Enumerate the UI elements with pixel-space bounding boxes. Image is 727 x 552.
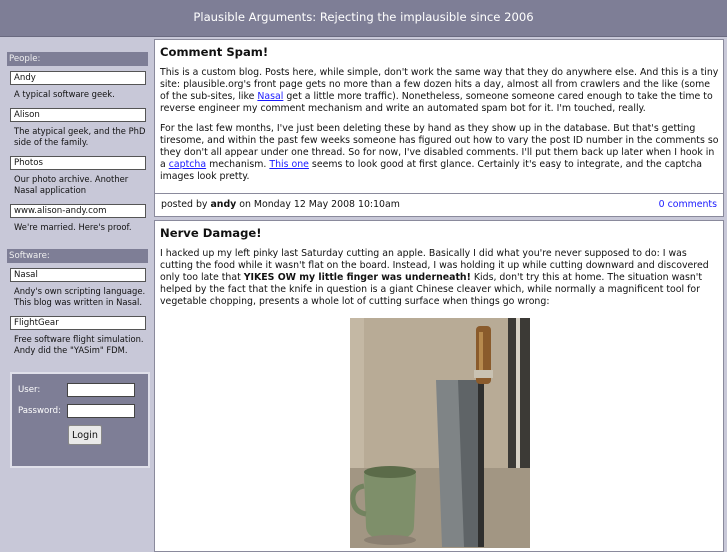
post-text: Kids, don't try this at home. The situation wasn't helped by the fact that the knife in question is a giant Chinese cleaver which, while normally a magnificent tool for vegetable chopping, presents a whole lot of cutting surface when things go wrong: bbox=[160, 272, 703, 307]
post-emphasis: YIKES OW my little finger was underneath! bbox=[243, 272, 471, 283]
comments-link[interactable]: 0 comments bbox=[658, 199, 717, 210]
sidebar-desc-alison-andy: We're married. Here's proof. bbox=[14, 222, 132, 232]
software-heading: Software: bbox=[7, 249, 148, 263]
site-title: Plausible Arguments: Rejecting the implausible since 2006 bbox=[193, 10, 534, 24]
sidebar-desc-flightgear: Free software flight simulation. Andy did the "YASim" FDM. bbox=[14, 334, 144, 355]
login-form bbox=[10, 372, 150, 468]
post-text: get a little more traffic). Nonetheless, someone someone cared enough to take the time to reverse engineer my comment mechanism and write an automated spam bot for it. I'm touched, really. bbox=[160, 91, 713, 114]
sidebar-link-alison[interactable]: Alison bbox=[10, 108, 146, 122]
post-text: mechanism. bbox=[206, 159, 270, 170]
sidebar-desc-nasal: Andy's own scripting language. This blog was written in Nasal. bbox=[14, 286, 146, 307]
login-button[interactable]: Login bbox=[68, 425, 102, 445]
post-paragraph bbox=[160, 123, 719, 183]
sidebar-desc-alison: The atypical geek, and the PhD side of the family. bbox=[14, 126, 146, 147]
password-label: Password: bbox=[18, 406, 62, 416]
sidebar-link-photos[interactable]: Photos bbox=[10, 156, 146, 170]
blog-post bbox=[154, 39, 724, 217]
post-footer bbox=[155, 193, 723, 216]
people-heading: People: bbox=[7, 52, 148, 66]
user-label: User: bbox=[18, 385, 41, 395]
post-title: Nerve Damage! bbox=[160, 226, 262, 240]
password-input[interactable] bbox=[67, 404, 135, 418]
sidebar-desc-andy: A typical software geek. bbox=[14, 89, 115, 99]
sidebar bbox=[7, 52, 148, 364]
sidebar-link-nasal[interactable]: Nasal bbox=[10, 268, 146, 282]
post-paragraph bbox=[160, 248, 719, 308]
post-text: I hacked up my left pinky last Saturday cutting an apple. Basically I did what you're never supposed to do: I was cutting the food while it wasn't flat on the board. Instead, I was holding it up while cutting downward and discovered only too late that bbox=[160, 248, 709, 283]
user-input[interactable] bbox=[67, 383, 135, 397]
post-paragraph bbox=[160, 67, 719, 115]
captcha-link[interactable]: captcha bbox=[168, 159, 207, 170]
nasal-link[interactable]: Nasal bbox=[257, 91, 284, 102]
post-date: on Monday 12 May 2008 10:10am bbox=[236, 199, 400, 210]
post-author: andy bbox=[210, 199, 237, 210]
cleaver-photo bbox=[350, 318, 530, 548]
this-one-link[interactable]: This one bbox=[269, 159, 309, 170]
blog-post bbox=[154, 220, 724, 552]
sidebar-desc-photos: Our photo archive. Another Nasal application bbox=[14, 174, 129, 195]
post-text: This is a custom blog. Posts here, while simple, don't work the same way that they do anywhere else. And this is a tiny site: plausible.org's front page gets no more than a few dozen hits a day, almost all from crawlers and the like (some of the sub-sites, like bbox=[160, 67, 719, 102]
post-byline bbox=[161, 194, 400, 216]
sidebar-link-andy[interactable]: Andy bbox=[10, 71, 146, 85]
post-title: Comment Spam! bbox=[160, 45, 269, 59]
post-text: For the last few months, I've just been deleting these by hand as they show up in the database. But that's getting tiresome, and within the past few weeks someone has figured out how to vary the post ID number in the comments so they don't all appear under one thread. So for now, I've disabled comments. I'll put them back up later when I hook in a bbox=[160, 123, 719, 170]
cleaver-photo-drawing bbox=[350, 318, 530, 548]
site-header bbox=[0, 0, 727, 37]
byline-prefix: posted by bbox=[161, 199, 211, 210]
sidebar-link-alison-andy[interactable]: www.alison-andy.com bbox=[10, 204, 146, 218]
post-text: seems to look good at first glance. Certainly it's easy to integrate, and the captcha images look pretty. bbox=[160, 159, 703, 182]
sidebar-link-flightgear[interactable]: FlightGear bbox=[10, 316, 146, 330]
